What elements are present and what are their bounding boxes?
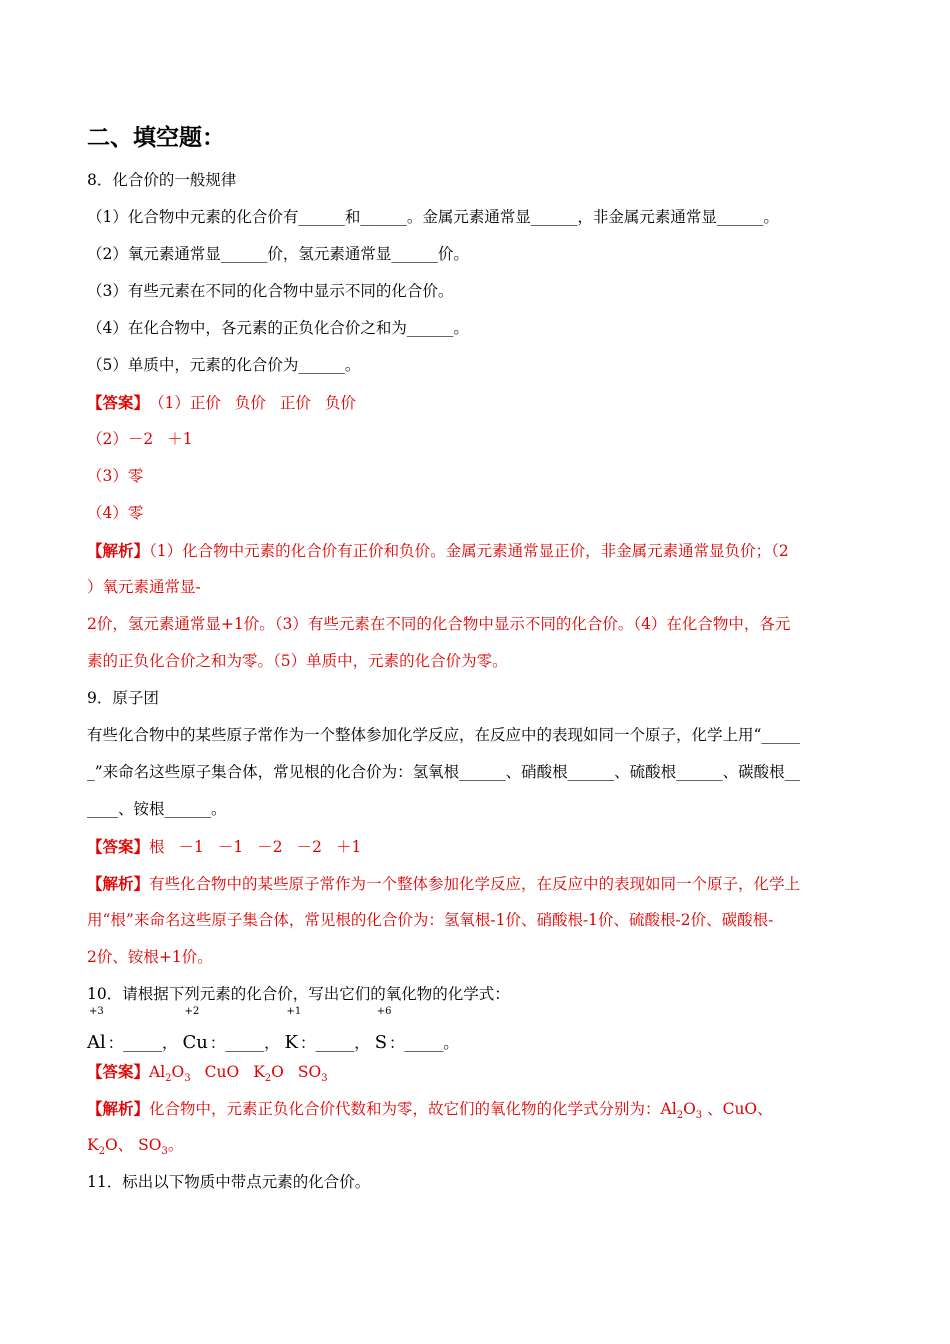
element-symbol: K: [284, 1032, 298, 1053]
q9-analysis-line-2: 用“根”来命名这些原子集合体，常见根的化合价为：氢氧根-1价、硝酸根-1价、硫酸根-2价、碳酸根-: [87, 911, 774, 929]
formula-subscript: 3: [695, 1110, 703, 1122]
answer-value: －1: [217, 838, 244, 856]
answer-value: 负价: [234, 394, 266, 412]
answer-value: －1: [178, 838, 204, 856]
answer-value: （2）－2: [87, 430, 154, 448]
analysis-text: 。: [167, 1136, 184, 1154]
formula-part: CuO: [204, 1063, 240, 1081]
q9-analysis-line-1: [87, 865, 862, 902]
analysis-tag: 【解析】: [87, 541, 150, 560]
valence-label: +3: [89, 1006, 104, 1017]
answer-value: （1）正价: [149, 394, 221, 412]
q8-analysis-line-3: 2价，氢元素通常显+1价。（3）有些元素在不同的化合物中显示不同的化合价。（4）在化合物中，各元: [87, 615, 791, 633]
q8-item-2: （2）氧元素通常显______价，氢元素通常显______价。: [87, 245, 469, 263]
valence-label: +1: [286, 1006, 302, 1017]
element-symbol: S: [374, 1032, 388, 1053]
q9-analysis-line-3: 2价、铵根+1价。: [87, 948, 213, 966]
analysis-text: 化合物中，元素正负化合价代数和为零，故它们的氧化物的化学式分别为：: [149, 1100, 661, 1118]
blank-text: ：_____，: [107, 1034, 178, 1052]
answer-tag: 【答案】: [87, 393, 150, 412]
valence-element-al: [87, 1006, 106, 1063]
element-symbol: Al: [87, 1032, 106, 1053]
element-symbol: Cu: [182, 1032, 208, 1053]
valence-label: +6: [376, 1006, 392, 1017]
formula-part: Al: [660, 1100, 677, 1118]
answer-value: ＋1: [336, 838, 362, 856]
blank-text: ：_____。: [389, 1034, 459, 1052]
q8-answer-line-2: [87, 421, 862, 458]
formula-k2o: [253, 1063, 284, 1085]
formula-subscript: 3: [184, 1073, 191, 1085]
q8-item-4: （4）在化合物中，各元素的正负化合价之和为______。: [87, 319, 469, 337]
formula-cuo: [205, 1063, 240, 1081]
formula-subscript: 2: [98, 1146, 105, 1158]
q8-analysis-line-4: 素的正负化合价之和为零。（5）单质中，元素的化合价为零。: [87, 652, 508, 670]
answer-tag: 【答案】: [87, 837, 150, 856]
q8-answer-line-4: [87, 495, 862, 532]
section-title: 二、填空题：: [87, 125, 225, 151]
q8-answer-line-3: [87, 458, 862, 495]
q8-item-1: （1）化合物中元素的化合价有______和______。金属元素通常显______，非金属元素通常显______。: [87, 208, 779, 226]
answer-value: 负价: [324, 394, 356, 412]
answer-value: －2: [296, 838, 323, 856]
formula-part: O: [271, 1063, 284, 1081]
q8-answer-line-1: [87, 384, 862, 421]
analysis-tag: 【解析】: [87, 1099, 150, 1118]
valence-element-s: [374, 1006, 392, 1063]
formula-part: O: [683, 1100, 696, 1118]
q8-title: 8．化合价的一般规律: [87, 171, 237, 189]
q10-elements-line: [87, 1006, 862, 1053]
formula-part: SO: [297, 1063, 322, 1081]
q11-title: 11．标出以下物质中带点元素的化合价。: [87, 1173, 371, 1191]
q9-title: 9．原子团: [87, 689, 159, 707]
formula-subscript: 2: [676, 1110, 684, 1122]
q10-analysis-line-1: [87, 1090, 862, 1127]
q8-analysis-line-1: [87, 532, 862, 569]
blank-text: ：_____，: [209, 1034, 280, 1052]
q10-analysis-line-2: [87, 1127, 862, 1164]
answer-value: （4）零: [87, 504, 144, 522]
formula-part: O、 SO: [104, 1136, 162, 1154]
q8-item-5: （5）单质中，元素的化合价为______。: [87, 356, 361, 374]
q9-text-line-1: 有些化合物中的某些原子常作为一个整体参加化学反应，在反应中的表现如同一个原子，化学上用“_____: [87, 726, 801, 744]
answer-value: －2: [257, 838, 283, 856]
formula-subscript: 3: [321, 1073, 328, 1085]
formula-part: O: [171, 1063, 185, 1081]
analysis-tag: 【解析】: [87, 874, 150, 893]
formula-part: K: [87, 1136, 99, 1154]
formula-so3: [297, 1063, 328, 1085]
analysis-text: （1）化合物中元素的化合价有正价和负价。金属元素通常显正价，非金属元素通常显负价；（2: [149, 542, 789, 560]
valence-label: +2: [184, 1006, 200, 1017]
answer-value: 根: [149, 838, 165, 856]
document-page: [87, 118, 862, 1201]
answer-value: 正价: [279, 394, 311, 412]
q9-answer-line: [87, 828, 862, 865]
q9-text-line-3: ____、铵根______。: [87, 800, 227, 818]
formula-subscript: 2: [165, 1073, 172, 1085]
formula-part: Al: [149, 1063, 166, 1081]
q8-item-3: （3）有些元素在不同的化合物中显示不同的化合价。: [87, 282, 454, 300]
analysis-text: 、CuO、: [702, 1100, 773, 1118]
valence-element-k: [284, 1006, 302, 1063]
analysis-text: 有些化合物中的某些原子常作为一个整体参加化学反应，在反应中的表现如同一个原子，化学上: [149, 875, 801, 893]
formula-subscript: 2: [264, 1073, 272, 1085]
q10-title: 10．请根据下列元素的化合价，写出它们的氧化物的化学式：: [87, 985, 510, 1003]
formula-part: K: [253, 1063, 265, 1081]
valence-element-cu: [182, 1006, 208, 1063]
answer-tag: 【答案】: [87, 1062, 150, 1081]
blank-text: ：_____，: [300, 1034, 370, 1052]
formula-al2o3: [149, 1063, 191, 1085]
q9-text-line-2: _”来命名这些原子集合体，常见根的化合价为：氢氧根______、硝酸根______、硫酸根______、碳酸根__: [87, 763, 801, 781]
answer-value: ＋1: [167, 430, 193, 448]
answer-value: （3）零: [87, 467, 144, 485]
q8-analysis-line-2: ）氧元素通常显-: [87, 578, 201, 596]
formula-subscript: 3: [161, 1146, 168, 1158]
